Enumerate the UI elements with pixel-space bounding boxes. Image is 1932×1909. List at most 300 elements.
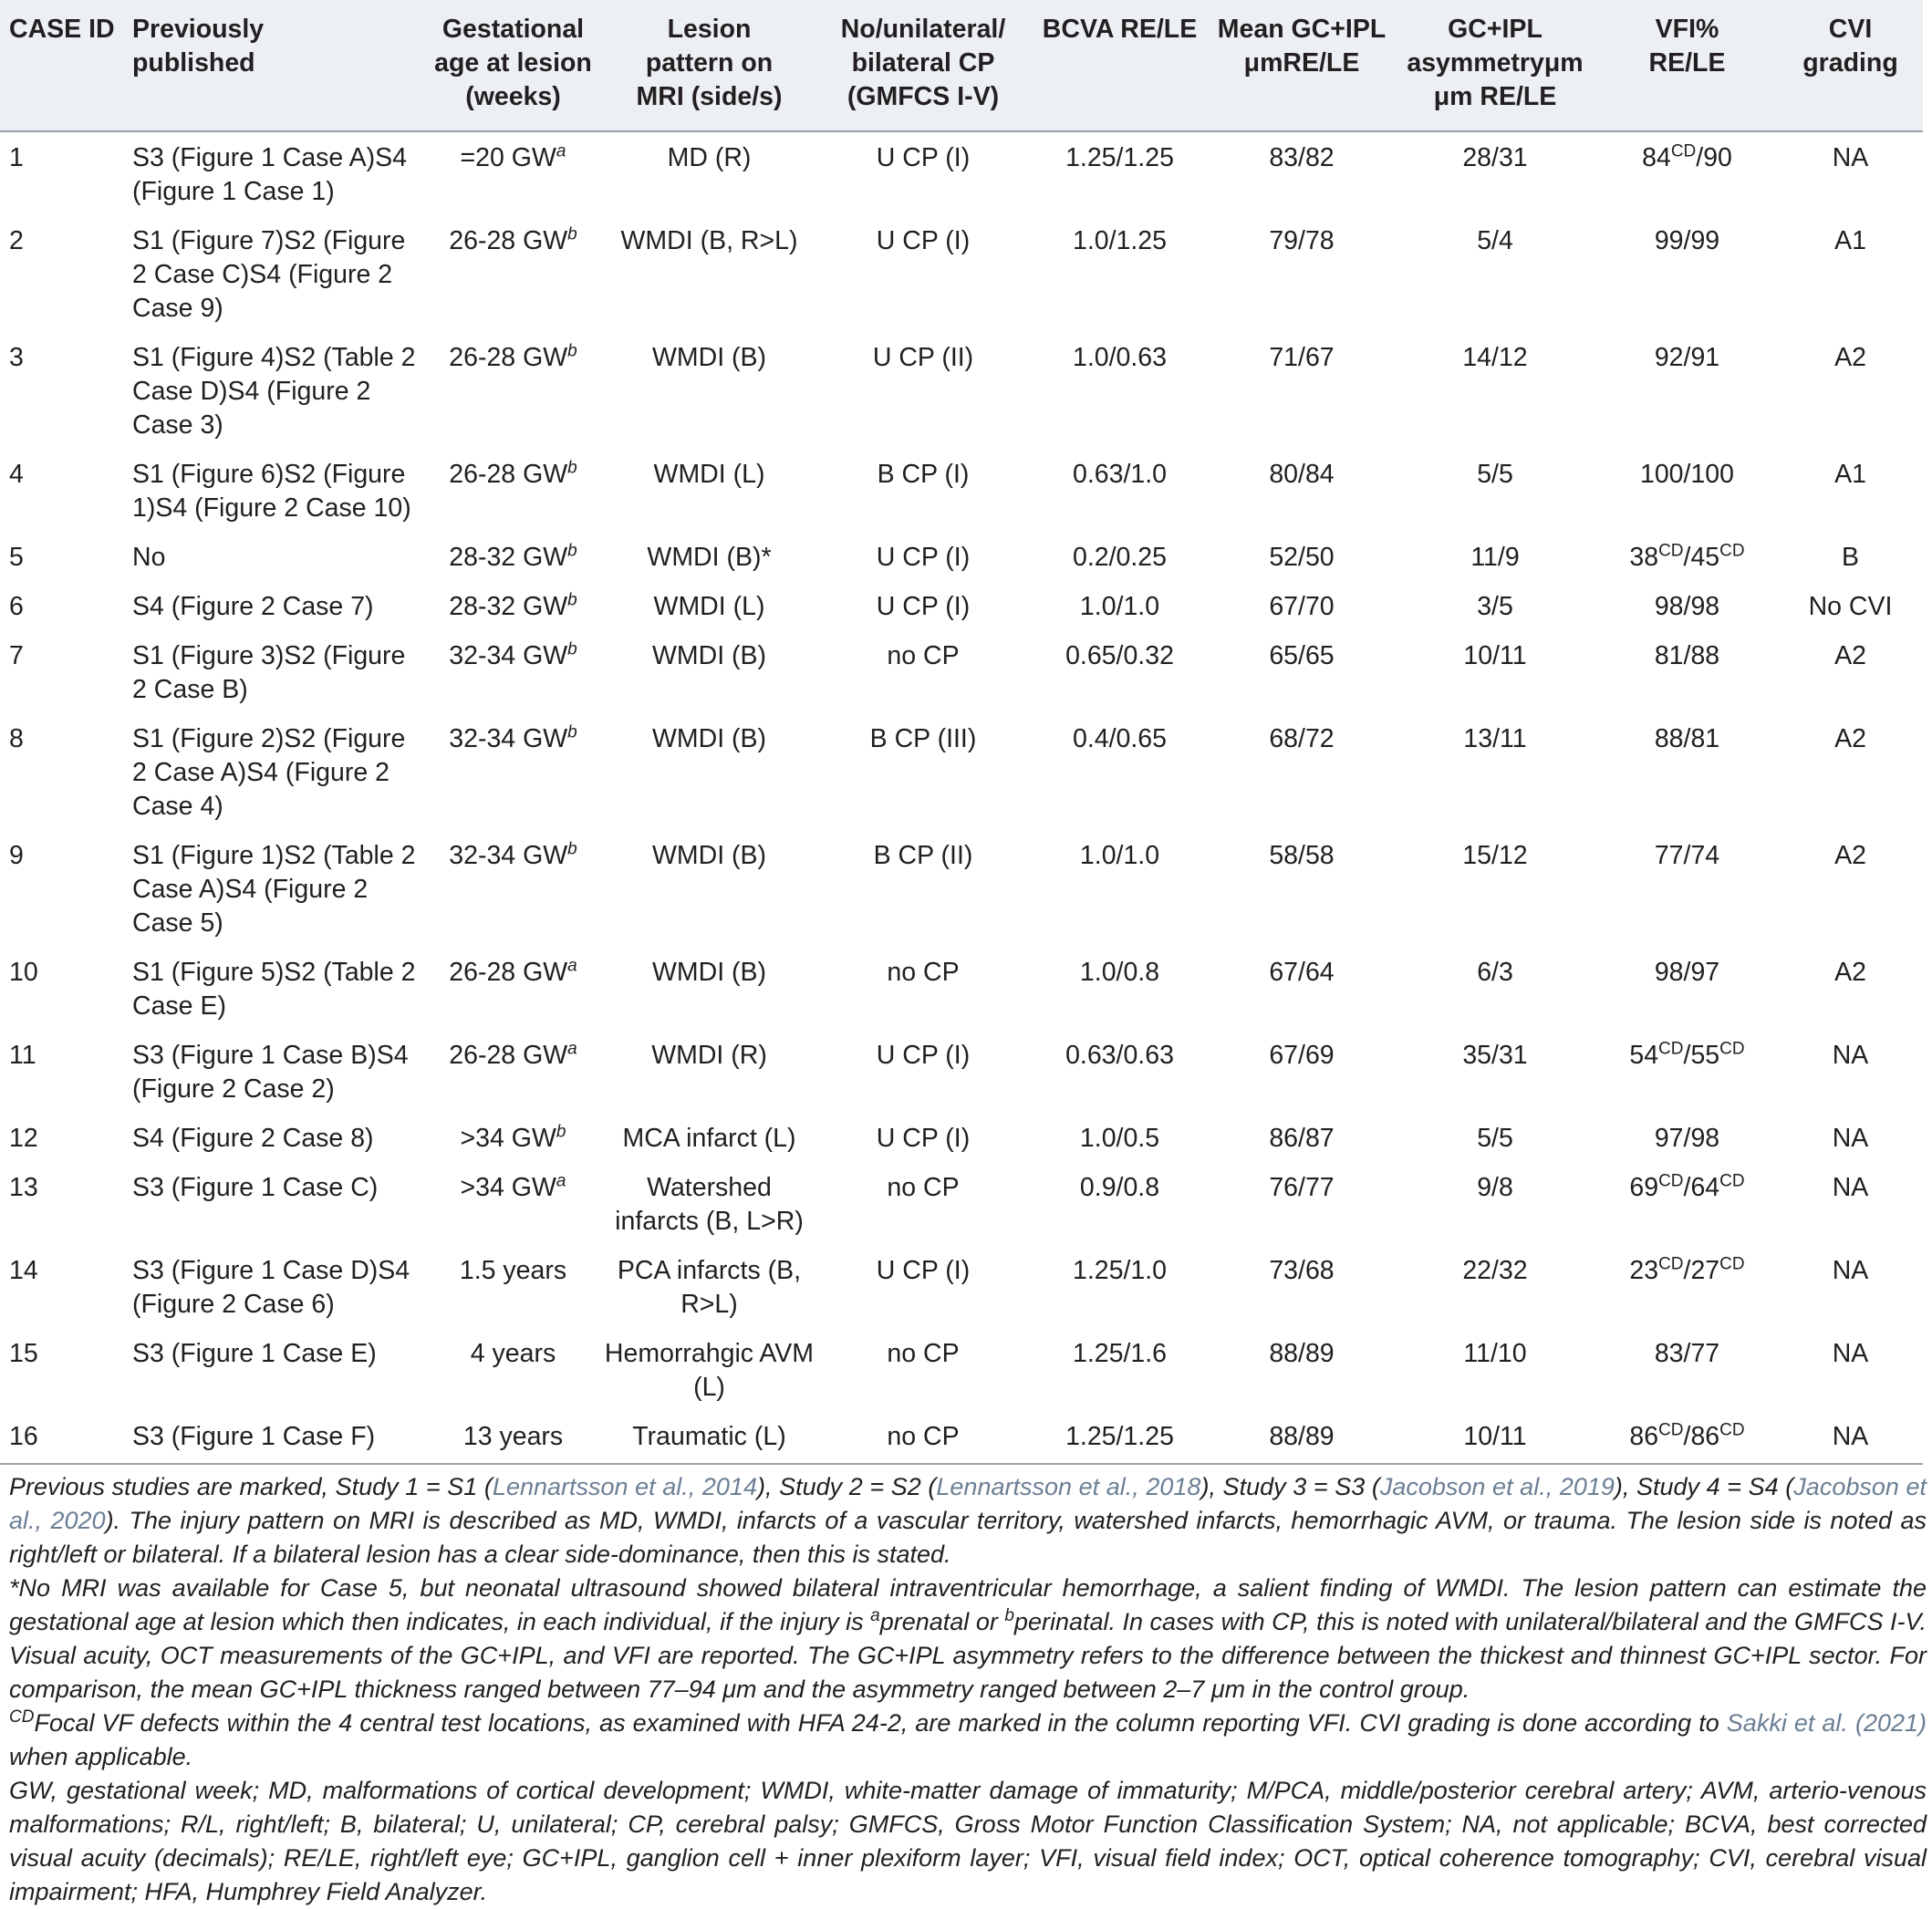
gestational-age-value: 26-28 GW — [449, 958, 568, 987]
table-row — [0, 1245, 1923, 1328]
vfi-right-eye: 98 — [1654, 958, 1684, 987]
cell-vfi — [1596, 1030, 1778, 1113]
table-header — [0, 0, 1923, 131]
table-row — [0, 449, 1923, 532]
cell-mean-gc-ipl: 86/87 — [1269, 1124, 1335, 1153]
vfi-right-eye: 84 — [1642, 143, 1671, 172]
cell-case-id: 13 — [9, 1173, 38, 1202]
table-row — [0, 215, 1923, 332]
vfi-separator: / — [1683, 460, 1691, 489]
table-footnotes — [0, 1465, 1932, 1909]
vfi-right-eye: 92 — [1654, 343, 1684, 372]
cell-case-id: 9 — [9, 841, 24, 870]
cell-lesion-pattern: WMDI (L) — [653, 460, 765, 489]
timing-superscript: b — [567, 839, 577, 859]
timing-superscript: b — [567, 224, 577, 244]
cell-gestational-age — [424, 1328, 602, 1411]
header-text-line: published — [132, 48, 255, 78]
table-row — [0, 332, 1923, 449]
cell-gc-ipl-asymmetry: 3/5 — [1477, 592, 1513, 621]
vfi-right-eye: 69 — [1629, 1173, 1659, 1202]
gestational-age-value: 4 years — [470, 1339, 556, 1368]
vfi-separator: / — [1683, 1422, 1691, 1451]
cell-cp-class: U CP (I) — [876, 143, 971, 172]
cell-cvi-grading: No CVI — [1808, 592, 1893, 621]
cell-previously-published: S3 (Figure 1 Case F) — [127, 1411, 424, 1464]
vfi-left-eye: 27 — [1690, 1256, 1720, 1285]
cell-lesion-pattern: WMDI (B) — [651, 343, 767, 372]
header-text-line: grading — [1802, 48, 1898, 78]
cell-case-id: 11 — [9, 1041, 36, 1070]
focal-defect-marker: CD — [1658, 1039, 1684, 1059]
cell-mean-gc-ipl: 79/78 — [1269, 226, 1335, 255]
cell-previously-published: S4 (Figure 2 Case 8) — [132, 1124, 374, 1153]
cell-cvi-grading: A2 — [1834, 343, 1866, 372]
cell-gc-ipl-asymmetry: 15/12 — [1462, 841, 1528, 870]
vfi-left-eye: 98 — [1690, 592, 1720, 621]
cell-lesion-pattern: WMDI (B) — [651, 641, 767, 670]
cell-cvi-grading: NA — [1832, 1124, 1869, 1153]
vfi-left-eye: 86 — [1690, 1422, 1720, 1451]
vfi-separator: / — [1683, 1339, 1691, 1368]
cell-cp-class: B CP (I) — [877, 460, 970, 489]
focal-defect-marker: CD — [1658, 1420, 1684, 1440]
table-row — [0, 1328, 1923, 1411]
gestational-age-value: 28-32 GW — [449, 543, 568, 572]
cell-lesion-pattern: Watershed infarcts (B, L>R) — [615, 1173, 804, 1236]
cell-vfi — [1596, 947, 1778, 1030]
gestational-age-value: 32-34 GW — [449, 724, 568, 753]
vfi-right-eye: 100 — [1639, 460, 1684, 489]
vfi-separator: / — [1683, 543, 1691, 572]
cell-case-id: 6 — [9, 592, 24, 621]
vfi-right-eye: 23 — [1629, 1256, 1659, 1285]
header-cvi-grading — [1778, 0, 1923, 131]
cell-cp-class: U CP (I) — [876, 592, 971, 621]
cell-previously-published: S4 (Figure 2 Case 7) — [132, 592, 374, 621]
cell-gestational-age — [424, 449, 602, 532]
cell-bcva: 1.0/1.0 — [1079, 592, 1160, 621]
cell-bcva: 0.63/1.0 — [1072, 460, 1167, 489]
cell-gestational-age — [424, 947, 602, 1030]
cell-cvi-grading: A1 — [1834, 460, 1866, 489]
cell-gestational-age — [424, 1162, 602, 1245]
cell-gc-ipl-asymmetry: 5/5 — [1477, 460, 1513, 489]
cell-gc-ipl-asymmetry: 14/12 — [1462, 343, 1528, 372]
cell-bcva: 1.0/1.0 — [1079, 841, 1160, 870]
timing-superscript: a — [567, 1039, 577, 1059]
cell-gc-ipl-asymmetry: 11/9 — [1470, 543, 1520, 572]
cell-gestational-age — [424, 713, 602, 830]
gestational-age-value: 32-34 GW — [449, 641, 568, 670]
cell-cp-class: no CP — [887, 1339, 960, 1368]
cell-gc-ipl-asymmetry: 9/8 — [1477, 1173, 1513, 1202]
cell-cvi-grading: NA — [1832, 1173, 1869, 1202]
footnote-text: when applicable. — [9, 1743, 193, 1770]
gestational-age-value: 26-28 GW — [449, 226, 568, 255]
header-text-line: (weeks) — [465, 82, 561, 111]
cell-gestational-age — [424, 332, 602, 449]
cell-gestational-age — [424, 581, 602, 630]
vfi-left-eye: 88 — [1690, 641, 1720, 670]
cell-case-id: 14 — [9, 1256, 38, 1285]
cell-cp-class: B CP (II) — [873, 841, 973, 870]
vfi-right-eye: 97 — [1654, 1124, 1684, 1153]
header-lesion-pattern — [602, 0, 816, 131]
header-vfi — [1596, 0, 1778, 131]
cell-gc-ipl-asymmetry: 35/31 — [1462, 1041, 1528, 1070]
cell-mean-gc-ipl: 67/64 — [1269, 958, 1335, 987]
header-text-line: asymmetryμm — [1407, 48, 1584, 78]
cell-gc-ipl-asymmetry: 10/11 — [1394, 1411, 1596, 1464]
cell-gc-ipl-asymmetry: 5/5 — [1477, 1124, 1513, 1153]
footnote-focal-vf — [9, 1707, 1927, 1774]
vfi-right-eye: 38 — [1629, 543, 1659, 572]
cell-gc-ipl-asymmetry: 13/11 — [1463, 724, 1527, 753]
cell-bcva: 1.0/0.8 — [1079, 958, 1160, 987]
cell-vfi — [1596, 713, 1778, 830]
timing-superscript: b — [567, 722, 577, 742]
cell-mean-gc-ipl: 58/58 — [1269, 841, 1335, 870]
vfi-separator: / — [1696, 143, 1704, 172]
cell-lesion-pattern: MCA infarct (L) — [622, 1124, 796, 1153]
cell-bcva: 0.4/0.65 — [1072, 724, 1167, 753]
cell-lesion-pattern: WMDI (B) — [651, 724, 767, 753]
cell-lesion-pattern: WMDI (B)* — [647, 543, 772, 572]
cell-previously-published: S1 (Figure 4)S2 (Table 2 Case D)S4 (Figure 2 Case 3) — [132, 343, 416, 440]
header-text-line: MRI (side/s) — [636, 82, 783, 111]
timing-superscript: b — [567, 341, 577, 361]
cell-bcva: 0.2/0.25 — [1072, 543, 1167, 572]
gestational-age-value: 32-34 GW — [449, 841, 568, 870]
cell-lesion-pattern: WMDI (R) — [651, 1041, 767, 1070]
table-row — [0, 1411, 1923, 1464]
citation-link: Jacobson et al., 2020 — [9, 1473, 1927, 1534]
header-text-line: VFI% — [1655, 15, 1719, 44]
vfi-right-eye: 83 — [1654, 1339, 1684, 1368]
cell-bcva: 1.25/1.25 — [1030, 1411, 1210, 1464]
footnote-abbreviations — [9, 1774, 1927, 1909]
table-row — [0, 630, 1923, 713]
header-text-line: bilateral CP — [851, 48, 995, 78]
header-text-line: Previously — [132, 15, 265, 44]
header-text-line: μm RE/LE — [1433, 82, 1557, 111]
citation-link: Jacobson et al., 2019 — [1379, 1473, 1615, 1500]
header-text-line: pattern on — [645, 48, 774, 78]
table-row — [0, 581, 1923, 630]
cell-vfi — [1596, 449, 1778, 532]
cell-cvi-grading: NA — [1778, 1411, 1923, 1464]
cell-gc-ipl-asymmetry: 28/31 — [1462, 143, 1528, 172]
table-row — [0, 1030, 1923, 1113]
vfi-left-eye: 97 — [1690, 958, 1720, 987]
cell-bcva: 1.0/0.5 — [1079, 1124, 1160, 1153]
vfi-left-eye: 90 — [1703, 143, 1732, 172]
header-text-line: RE/LE — [1648, 48, 1726, 78]
cell-previously-published: S3 (Figure 1 Case C) — [132, 1173, 379, 1202]
cell-mean-gc-ipl: 76/77 — [1269, 1173, 1335, 1202]
cell-gestational-age — [424, 830, 602, 947]
timing-superscript: b — [567, 590, 577, 610]
vfi-separator: / — [1683, 841, 1691, 870]
cell-gestational-age — [424, 630, 602, 713]
cell-cvi-grading: A2 — [1834, 641, 1866, 670]
vfi-separator: / — [1683, 958, 1691, 987]
cell-gc-ipl-asymmetry: 5/4 — [1477, 226, 1513, 255]
table-row — [0, 131, 1923, 215]
cell-previously-published: S1 (Figure 3)S2 (Figure 2 Case B) — [132, 641, 406, 704]
header-text-line: GC+IPL — [1448, 15, 1542, 44]
cell-cp-class: U CP (I) — [876, 1124, 971, 1153]
cell-previously-published: S3 (Figure 1 Case A)S4 (Figure 1 Case 1) — [132, 143, 407, 206]
header-text-line: μmRE/LE — [1243, 48, 1360, 78]
cell-lesion-pattern: Hemorrahgic AVM (L) — [604, 1339, 815, 1402]
cell-vfi — [1596, 1162, 1778, 1245]
focal-defect-marker: CD — [1719, 541, 1745, 561]
cell-cp-class: U CP (II) — [872, 343, 974, 372]
footnote-text: perinatal. In cases with CP, this is noted with unilateral/bilateral and the GMFCS I-V. Visual acuity, OCT measurements of the GC+IPL, and VFI are reported. The GC+IPL asymmetry refers to the difference between the thickest and thinnest GC+IPL sector. For comparison, the mean GC+IPL thickness ranged between 77–94 μm and the asymmetry ranged between 2–7 μm in the control group. — [9, 1608, 1927, 1703]
cell-lesion-pattern: PCA infarcts (B, R>L) — [617, 1256, 802, 1319]
header-gc-ipl-asymmetry — [1394, 0, 1596, 131]
vfi-left-eye: 64 — [1690, 1173, 1720, 1202]
cell-mean-gc-ipl: 80/84 — [1269, 460, 1335, 489]
cell-cvi-grading: NA — [1832, 1256, 1869, 1285]
cell-case-id: 8 — [9, 724, 24, 753]
footnote-text: ), Study 2 = S2 ( — [756, 1473, 937, 1500]
cell-gestational-age — [424, 1113, 602, 1162]
footnote-case5 — [9, 1572, 1927, 1707]
cell-bcva: 0.63/0.63 — [1065, 1041, 1174, 1070]
cell-gestational-age — [424, 131, 602, 215]
cell-gestational-age — [424, 1030, 602, 1113]
cell-previously-published: S3 (Figure 1 Case D)S4 (Figure 2 Case 6) — [132, 1256, 410, 1319]
header-text-line: No/unilateral/ — [840, 15, 1006, 44]
cell-cp-class: B CP (III) — [869, 724, 977, 753]
cell-vfi — [1596, 1113, 1778, 1162]
table-body — [0, 131, 1923, 1464]
cell-lesion-pattern: MD (R) — [667, 143, 752, 172]
cell-mean-gc-ipl: 67/70 — [1269, 592, 1335, 621]
focal-defect-marker: CD — [1719, 1039, 1745, 1059]
cell-cvi-grading: A2 — [1834, 958, 1866, 987]
gestational-age-value: 13 years — [462, 1422, 564, 1451]
citation-link: Lennartsson et al., 2014 — [492, 1473, 757, 1500]
cell-cvi-grading: NA — [1832, 143, 1869, 172]
focal-defect-marker: CD — [1658, 1254, 1684, 1274]
cell-cp-class: no CP — [887, 1173, 960, 1202]
table-row — [0, 830, 1923, 947]
header-text-line: CVI — [1828, 15, 1873, 44]
timing-superscript: a — [556, 1171, 566, 1191]
cell-cp-class: U CP (I) — [876, 543, 971, 572]
cell-case-id: 5 — [9, 543, 24, 572]
footnote-superscript: CD — [9, 1707, 35, 1727]
cell-cvi-grading: NA — [1832, 1041, 1869, 1070]
cell-gestational-age — [424, 1411, 602, 1464]
cell-lesion-pattern: Traumatic (L) — [602, 1411, 816, 1464]
vfi-separator: / — [1683, 1041, 1691, 1070]
cell-previously-published: S1 (Figure 1)S2 (Table 2 Case A)S4 (Figure 2 Case 5) — [132, 841, 416, 938]
vfi-left-eye: 98 — [1690, 1124, 1720, 1153]
cell-case-id: 2 — [9, 226, 24, 255]
cell-cp-class: U CP (I) — [876, 1256, 971, 1285]
cell-cvi-grading: A1 — [1834, 226, 1866, 255]
cell-cp-class: no CP — [887, 641, 960, 670]
table-row — [0, 532, 1923, 581]
timing-superscript: b — [567, 541, 577, 561]
cell-mean-gc-ipl: 67/69 — [1269, 1041, 1335, 1070]
cell-vfi — [1596, 1328, 1778, 1411]
cell-gestational-age — [424, 532, 602, 581]
cell-vfi — [1596, 131, 1778, 215]
cell-bcva: 1.0/0.63 — [1072, 343, 1167, 372]
vfi-separator: / — [1683, 343, 1691, 372]
cell-vfi — [1596, 830, 1778, 947]
cell-case-id: 3 — [9, 343, 24, 372]
cell-mean-gc-ipl: 65/65 — [1269, 641, 1335, 670]
timing-superscript: b — [567, 458, 577, 478]
vfi-separator: / — [1683, 1124, 1691, 1153]
footnote-text: ). The injury pattern on MRI is described as MD, WMDI, infarcts of a vascular territory, watershed infarcts, hemorrhagic AVM, or trauma. The lesion side is noted as right/left or bilateral. If a bilateral lesion has a clear side-dominance, then this is stated. — [9, 1507, 1927, 1568]
cell-cp-class: U CP (I) — [876, 1041, 971, 1070]
vfi-right-eye: 88 — [1654, 724, 1684, 753]
cell-bcva: 1.25/1.6 — [1072, 1339, 1167, 1368]
cell-case-id: 16 — [0, 1411, 127, 1464]
focal-defect-marker: CD — [1719, 1171, 1745, 1191]
vfi-left-eye: 77 — [1690, 1339, 1720, 1368]
gestational-age-value: =20 GW — [460, 143, 556, 172]
table-row — [0, 1162, 1923, 1245]
vfi-left-eye: 91 — [1690, 343, 1720, 372]
cell-previously-published: No — [132, 543, 166, 572]
cell-vfi — [1596, 215, 1778, 332]
header-text-line: Gestational — [441, 15, 585, 44]
cell-case-id: 12 — [9, 1124, 38, 1153]
cell-lesion-pattern: WMDI (B) — [651, 958, 767, 987]
vfi-left-eye: 45 — [1690, 543, 1720, 572]
vfi-left-eye: 81 — [1690, 724, 1720, 753]
cell-previously-published: S1 (Figure 6)S2 (Figure 1)S4 (Figure 2 Case 10) — [132, 460, 411, 523]
cell-case-id: 10 — [9, 958, 38, 987]
header-cp-class — [816, 0, 1030, 131]
vfi-separator: / — [1683, 1256, 1691, 1285]
header-case-id — [0, 0, 127, 131]
cell-cvi-grading: B — [1841, 543, 1859, 572]
timing-superscript: b — [567, 639, 577, 659]
vfi-right-eye: 77 — [1654, 841, 1684, 870]
cell-cp-class: U CP (I) — [876, 226, 971, 255]
cell-bcva: 0.9/0.8 — [1079, 1173, 1160, 1202]
focal-defect-marker: CD — [1719, 1420, 1745, 1440]
cell-mean-gc-ipl: 68/72 — [1269, 724, 1335, 753]
citation-link: Lennartsson et al., 2018 — [936, 1473, 1201, 1500]
table-row — [0, 947, 1923, 1030]
cell-gc-ipl-asymmetry: 10/11 — [1463, 641, 1527, 670]
cell-gc-ipl-asymmetry: 22/32 — [1462, 1256, 1528, 1285]
timing-superscript: a — [567, 956, 577, 976]
footnote-text: prenatal or — [879, 1608, 1005, 1635]
gestational-age-value: 26-28 GW — [449, 343, 568, 372]
header-previously-published — [127, 0, 424, 131]
vfi-right-eye: 98 — [1654, 592, 1684, 621]
footnote-text: *No MRI was available for Case 5, but neonatal ultrasound showed bilateral intraventricular hemorrhage, a salient finding of WMDI. The lesion pattern can estimate the gestational age at lesion which then indicates, in each individual, if the injury is — [9, 1574, 1927, 1635]
header-text-line: CASE ID — [9, 15, 115, 44]
vfi-right-eye: 86 — [1629, 1422, 1659, 1451]
cell-case-id: 1 — [9, 143, 24, 172]
cell-bcva: 1.25/1.25 — [1065, 143, 1174, 172]
header-row — [0, 0, 1923, 131]
cell-previously-published: S3 (Figure 1 Case E) — [132, 1339, 377, 1368]
cell-lesion-pattern: WMDI (B) — [651, 841, 767, 870]
cell-gc-ipl-asymmetry: 6/3 — [1477, 958, 1513, 987]
footnote-text: Previous studies are marked, Study 1 = S1 ( — [9, 1473, 493, 1500]
table-row — [0, 1113, 1923, 1162]
vfi-right-eye: 99 — [1654, 226, 1684, 255]
cell-case-id: 4 — [9, 460, 24, 489]
vfi-separator: / — [1683, 592, 1691, 621]
vfi-separator: / — [1683, 1173, 1691, 1202]
cell-cp-class: no CP — [887, 958, 960, 987]
cell-mean-gc-ipl: 71/67 — [1269, 343, 1335, 372]
cell-cvi-grading: A2 — [1834, 841, 1866, 870]
focal-defect-marker: CD — [1670, 141, 1697, 161]
gestational-age-value: 26-28 GW — [449, 460, 568, 489]
focal-defect-marker: CD — [1658, 541, 1684, 561]
header-text-line: (GMFCS I-V) — [847, 82, 1000, 111]
header-text-line: BCVA RE/LE — [1042, 15, 1198, 44]
cell-bcva: 1.25/1.0 — [1072, 1256, 1167, 1285]
vfi-separator: / — [1683, 226, 1691, 255]
cell-mean-gc-ipl: 73/68 — [1269, 1256, 1335, 1285]
vfi-left-eye: 100 — [1690, 460, 1735, 489]
cell-mean-gc-ipl: 88/89 — [1269, 1339, 1335, 1368]
timing-superscript: b — [556, 1122, 566, 1142]
header-mean-gc-ipl — [1210, 0, 1394, 131]
gestational-age-value: 1.5 years — [459, 1256, 567, 1285]
cell-previously-published: S1 (Figure 2)S2 (Figure 2 Case A)S4 (Figure 2 Case 4) — [132, 724, 406, 821]
cell-vfi — [1596, 532, 1778, 581]
vfi-left-eye: 74 — [1690, 841, 1720, 870]
vfi-left-eye: 99 — [1690, 226, 1720, 255]
cell-gestational-age — [424, 215, 602, 332]
header-bcva — [1030, 0, 1210, 131]
cell-mean-gc-ipl: 88/89 — [1210, 1411, 1394, 1464]
cell-gc-ipl-asymmetry: 11/10 — [1463, 1339, 1527, 1368]
footnote-superscript: b — [1004, 1606, 1014, 1625]
cell-bcva: 0.65/0.32 — [1065, 641, 1174, 670]
footnote-text: Focal VF defects within the 4 central test locations, as examined with HFA 24-2, are marked in the column reporting VFI. CVI grading is done according to — [34, 1709, 1727, 1737]
vfi-right-eye: 54 — [1629, 1041, 1659, 1070]
focal-defect-marker: CD — [1658, 1171, 1684, 1191]
footnote-text: ), Study 4 = S4 ( — [1614, 1473, 1794, 1500]
cell-previously-published: S3 (Figure 1 Case B)S4 (Figure 2 Case 2) — [132, 1041, 409, 1104]
cell-vfi — [1596, 630, 1778, 713]
cell-case-id: 7 — [9, 641, 24, 670]
cell-mean-gc-ipl: 83/82 — [1269, 143, 1335, 172]
header-gestational-age — [424, 0, 602, 131]
gestational-age-value: 28-32 GW — [449, 592, 568, 621]
gestational-age-value: >34 GW — [460, 1124, 556, 1153]
cell-vfi — [1596, 581, 1778, 630]
header-text-line: Mean GC+IPL — [1217, 15, 1387, 44]
cell-previously-published: S1 (Figure 7)S2 (Figure 2 Case C)S4 (Figure 2 Case 9) — [132, 226, 406, 323]
cell-lesion-pattern: WMDI (L) — [653, 592, 765, 621]
footnote-text: GW, gestational week; MD, malformations of cortical development; WMDI, white-matter damage of immaturity; M/PCA, middle/posterior cerebral artery; AVM, arterio-venous malformations; R/L, right/left; B, bilateral; U, unilateral; CP, cerebral palsy; GMFCS, Gross Motor Function Classification System; NA, not applicable; BCVA, best corrected visual acuity (decimals); RE/LE, right/left eye; GC+IPL, ganglion cell + inner plexiform layer; VFI, visual field index; OCT, optical coherence tomography; CVI, cerebral visual impairment; HFA, Humphrey Field Analyzer. — [9, 1777, 1927, 1905]
footnote-studies — [9, 1470, 1927, 1572]
vfi-separator: / — [1683, 724, 1691, 753]
vfi-right-eye: 81 — [1654, 641, 1684, 670]
cell-gestational-age — [424, 1245, 602, 1328]
